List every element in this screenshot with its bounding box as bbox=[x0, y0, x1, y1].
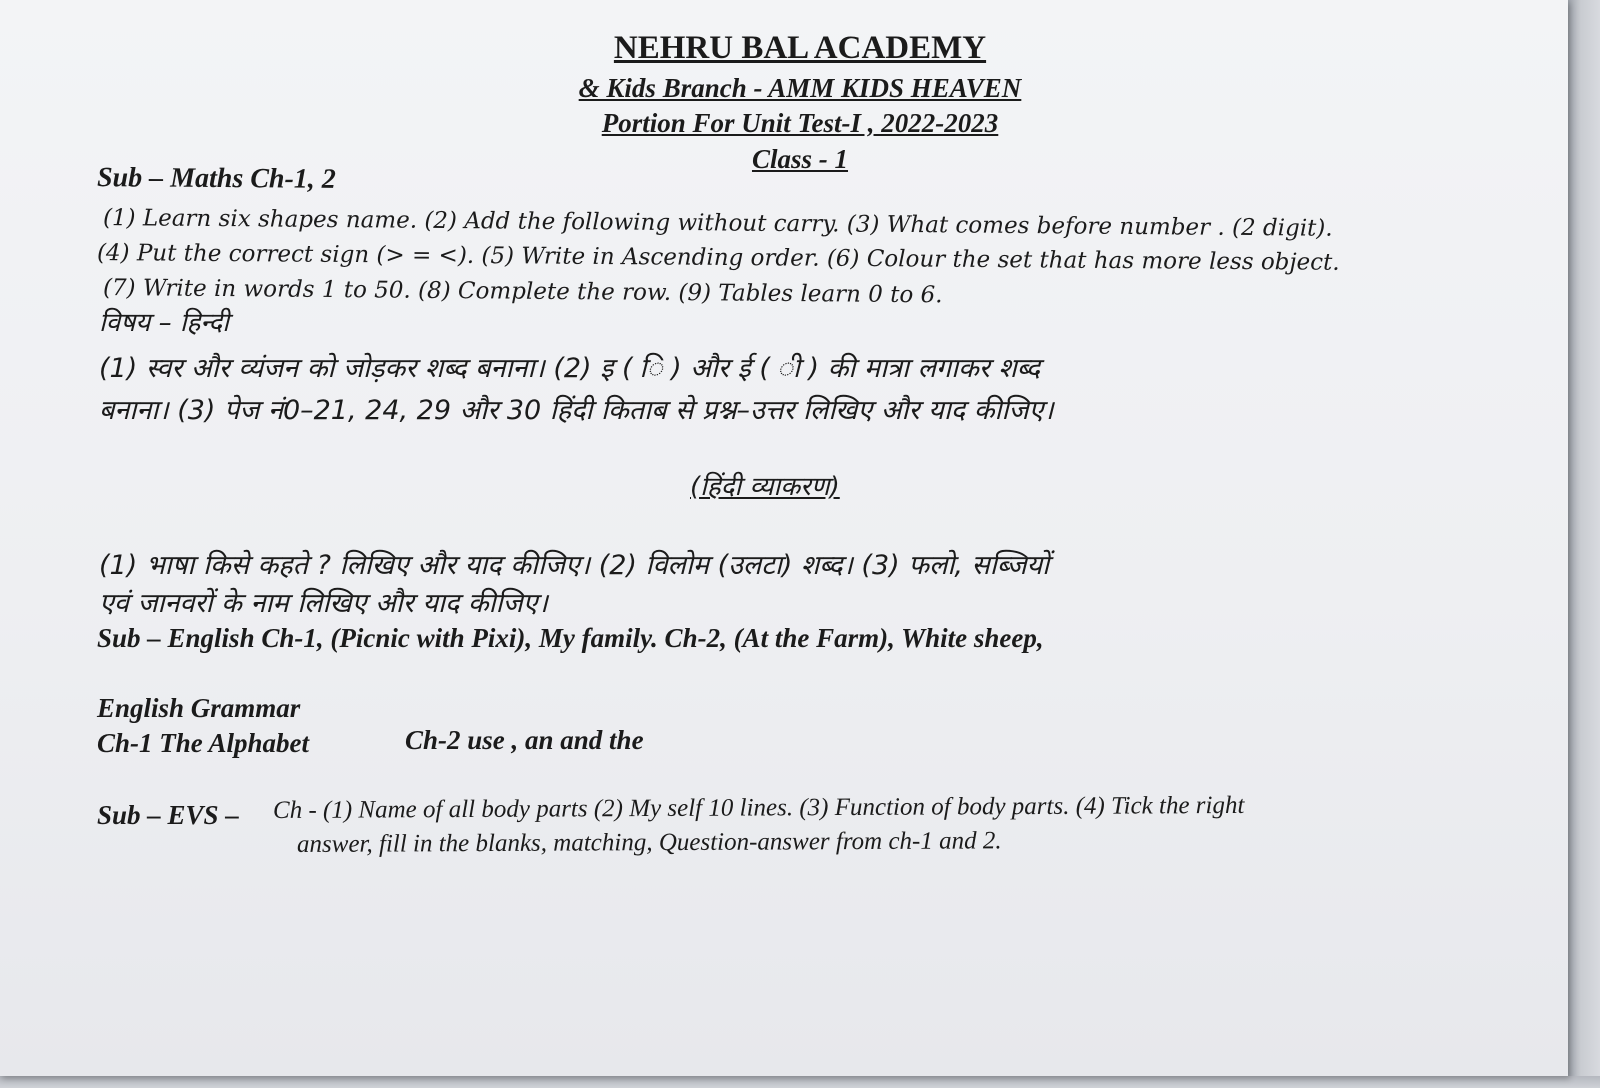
evs-line-2: answer, fill in the blanks, matching, Question-answer from ch-1 and 2. bbox=[296, 827, 1002, 858]
hindi-line-1: (1) स्वर और व्यंजन को जोड़कर शब्द बनाना। (2) इ ( ि ) और ई ( ी ) की मात्रा लगाकर शब्द bbox=[99, 353, 1041, 384]
portion-title: Portion For Unit Test-I , 2022-2023 bbox=[601, 108, 999, 138]
hindi-grammar-line-2: एवं जानवरों के नाम लिखिए और याद कीजिए। bbox=[99, 588, 548, 619]
english-grammar-ch1: Ch-1 The Alphabet bbox=[97, 728, 310, 758]
branch-name: & Kids Branch - AMM KIDS HEAVEN bbox=[578, 73, 1022, 103]
school-name: NEHRU BAL ACADEMY bbox=[613, 30, 987, 66]
paper-shadow bbox=[0, 1076, 1600, 1088]
class-title: Class - 1 bbox=[751, 144, 849, 174]
evs-line-1: Ch - (1) Name of all body parts (2) My self 10 lines. (3) Function of body parts. (4) Tick the right bbox=[272, 791, 1245, 824]
hindi-line-2: बनाना। (3) पेज नं0–21, 24, 29 और 30 हिंदी किताब से प्रश्न–उत्तर लिखिए और याद कीजिए। bbox=[99, 395, 1054, 426]
maths-line-2: (4) Put the correct sign (> = <). (5) Write in Ascending order. (6) Colour the set that has more less object. bbox=[96, 240, 1340, 276]
hindi-grammar-heading: (हिंदी व्याकरण) bbox=[690, 472, 840, 502]
english-grammar-ch2: Ch-2 use , an and the bbox=[405, 725, 644, 755]
english-grammar-heading: English Grammar bbox=[97, 693, 301, 723]
hindi-heading: विषय – हिन्दी bbox=[99, 308, 229, 338]
hindi-grammar-line-1: (1) भाषा किसे कहते ? लिखिए और याद कीजिए। (2) विलोम (उलटा) शब्द। (3) फलो, सब्जियों bbox=[99, 550, 1050, 581]
maths-line-1: (1) Learn six shapes name. (2) Add the following without carry. (3) What comes before number . (2 digit). bbox=[102, 205, 1333, 242]
maths-line-3: (7) Write in words 1 to 50. (8) Complete the row. (9) Tables learn 0 to 6. bbox=[102, 275, 943, 309]
english-heading: Sub – English Ch-1, (Picnic with Pixi), My family. Ch-2, (At the Farm), White sheep, bbox=[97, 623, 1044, 653]
table-edge bbox=[1568, 0, 1600, 1088]
maths-heading: Sub – Maths Ch-1, 2 bbox=[96, 162, 336, 195]
evs-heading: Sub – EVS – bbox=[97, 800, 239, 830]
